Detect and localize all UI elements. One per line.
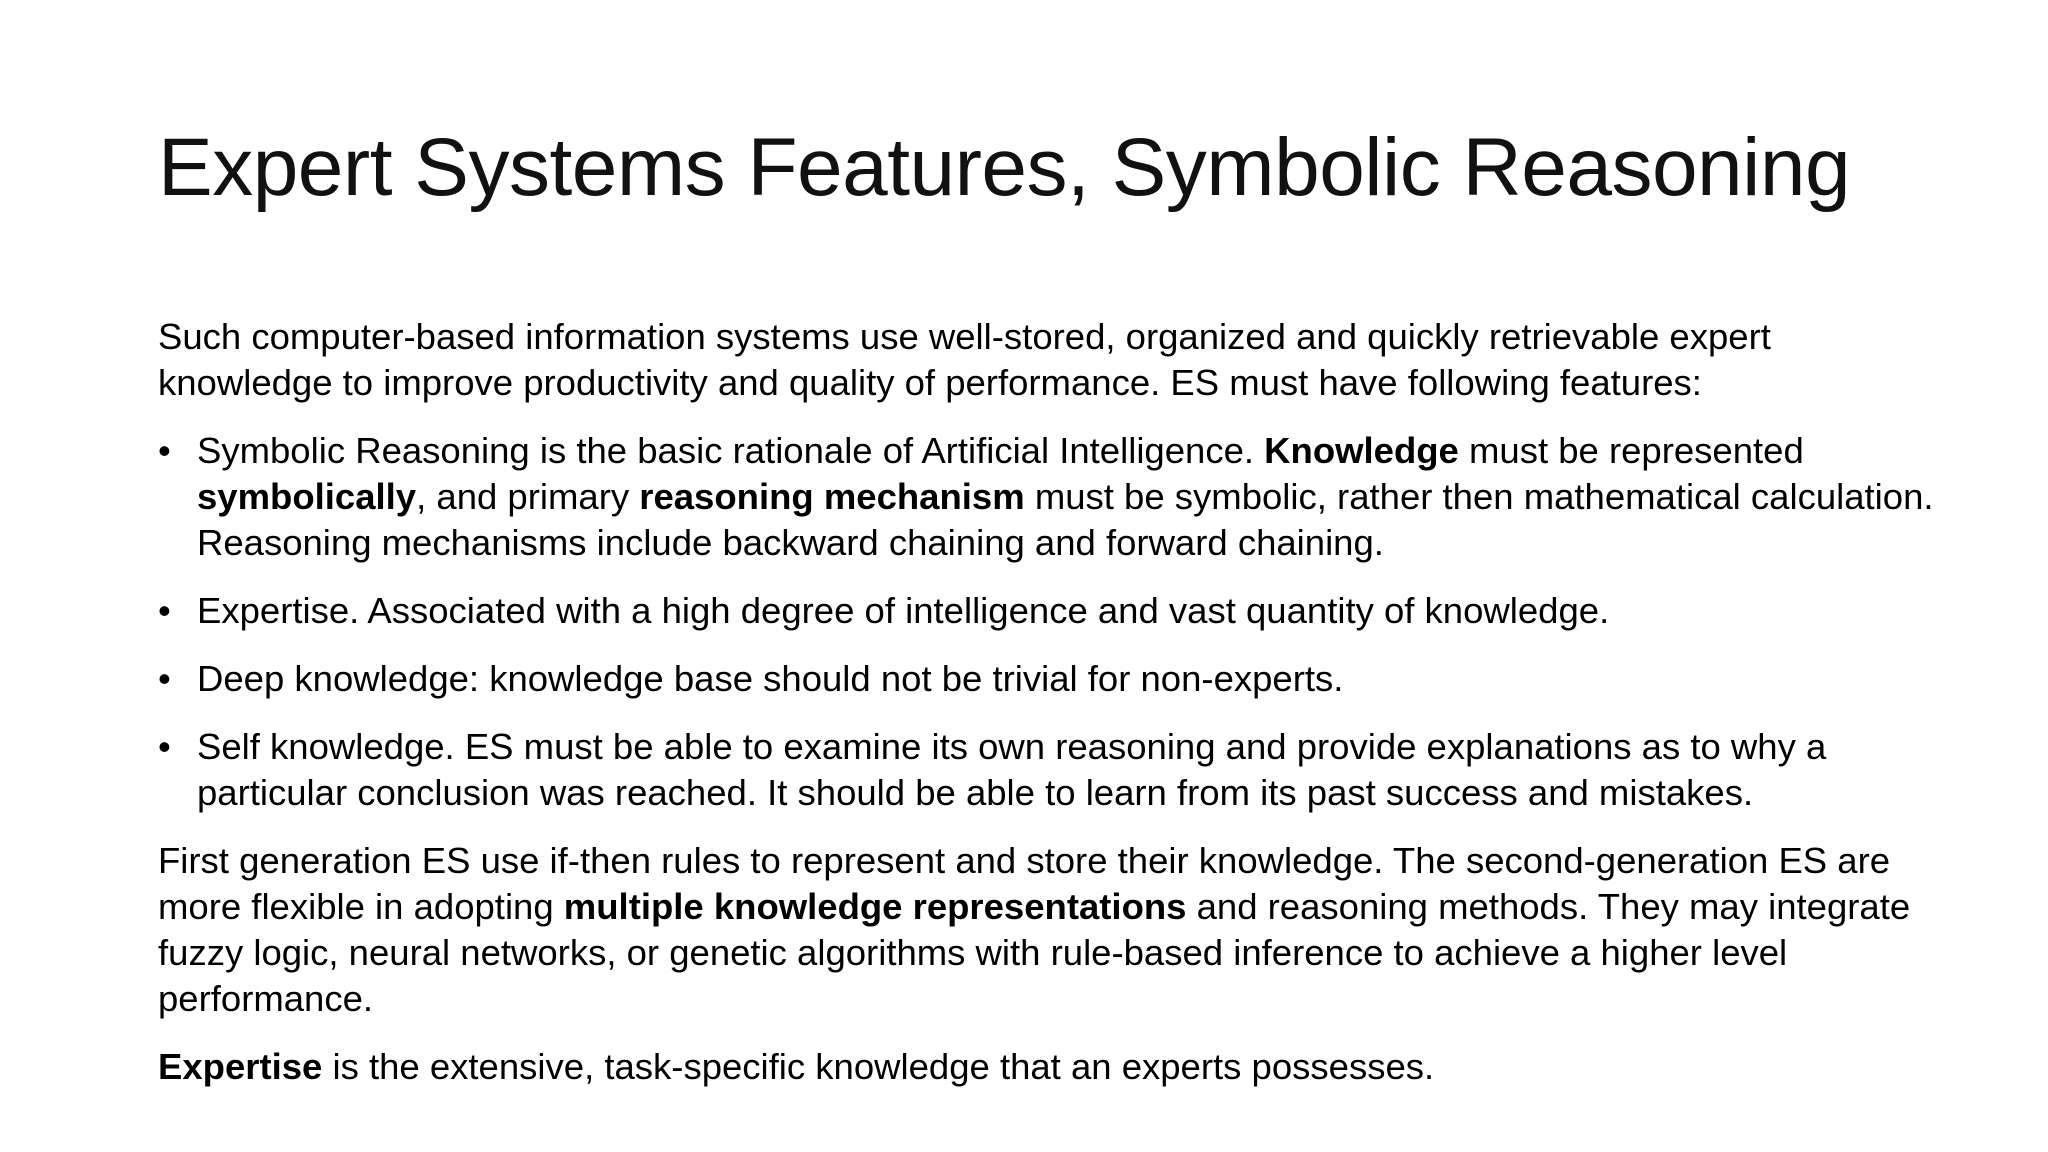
text-run: Symbolic Reasoning is the basic rationale of Artificial Intelligence. bbox=[197, 430, 1265, 471]
text-run: Self knowledge. ES must be able to examine its own reasoning and provide explanations as to why a particular conclusion was reached. It should be able to learn from its past success and mistakes. bbox=[197, 726, 1827, 813]
expertise-definition-paragraph bbox=[158, 1044, 1948, 1090]
feature-symbolic-reasoning bbox=[158, 428, 1948, 566]
bold-symbolically: symbolically bbox=[197, 476, 417, 517]
feature-list bbox=[158, 428, 1948, 816]
text-run: and reasoning methods. They may integrate fuzzy logic, neural networks, or genetic algorithms with rule-based inference to achieve a higher level performance. bbox=[158, 886, 1911, 1019]
text-run: must be symbolic, rather then mathematical calculation. Reasoning mechanisms include backward chaining and forward chaining. bbox=[197, 476, 1934, 563]
text-run: must be represented bbox=[1458, 430, 1804, 471]
text-run: Expertise. Associated with a high degree of intelligence and vast quantity of knowledge. bbox=[197, 590, 1610, 631]
text-run: is the extensive, task-specific knowledge that an experts possesses. bbox=[322, 1046, 1435, 1087]
slide-title: Expert Systems Features, Symbolic Reasoning bbox=[158, 122, 1851, 213]
text-run: First generation ES use if-then rules to represent and store their knowledge. The second-generation ES are more flexible in adopting bbox=[158, 840, 1891, 927]
bullet-icon: • bbox=[158, 658, 171, 699]
intro-paragraph: Such computer-based information systems use well-stored, organized and quickly retrievable expert knowledge to improve productivity and quality of performance. ES must have following features: bbox=[158, 316, 1771, 403]
bold-knowledge: Knowledge bbox=[1264, 430, 1459, 471]
bullet-icon: • bbox=[158, 590, 171, 631]
bullet-icon: • bbox=[158, 726, 171, 767]
bold-reasoning-mechanism: reasoning mechanism bbox=[639, 476, 1025, 517]
bold-expertise: Expertise bbox=[158, 1046, 323, 1087]
text-run: Deep knowledge: knowledge base should not be trivial for non-experts. bbox=[197, 658, 1344, 699]
generations-paragraph bbox=[158, 838, 1948, 1022]
text-run: , and primary bbox=[416, 476, 640, 517]
bold-multiple-knowledge-representations: multiple knowledge representations bbox=[563, 886, 1187, 927]
feature-self-knowledge bbox=[158, 724, 1948, 816]
feature-deep-knowledge bbox=[158, 656, 1948, 702]
feature-expertise bbox=[158, 588, 1948, 634]
slide-body bbox=[158, 314, 1948, 1112]
bullet-icon: • bbox=[158, 430, 171, 471]
